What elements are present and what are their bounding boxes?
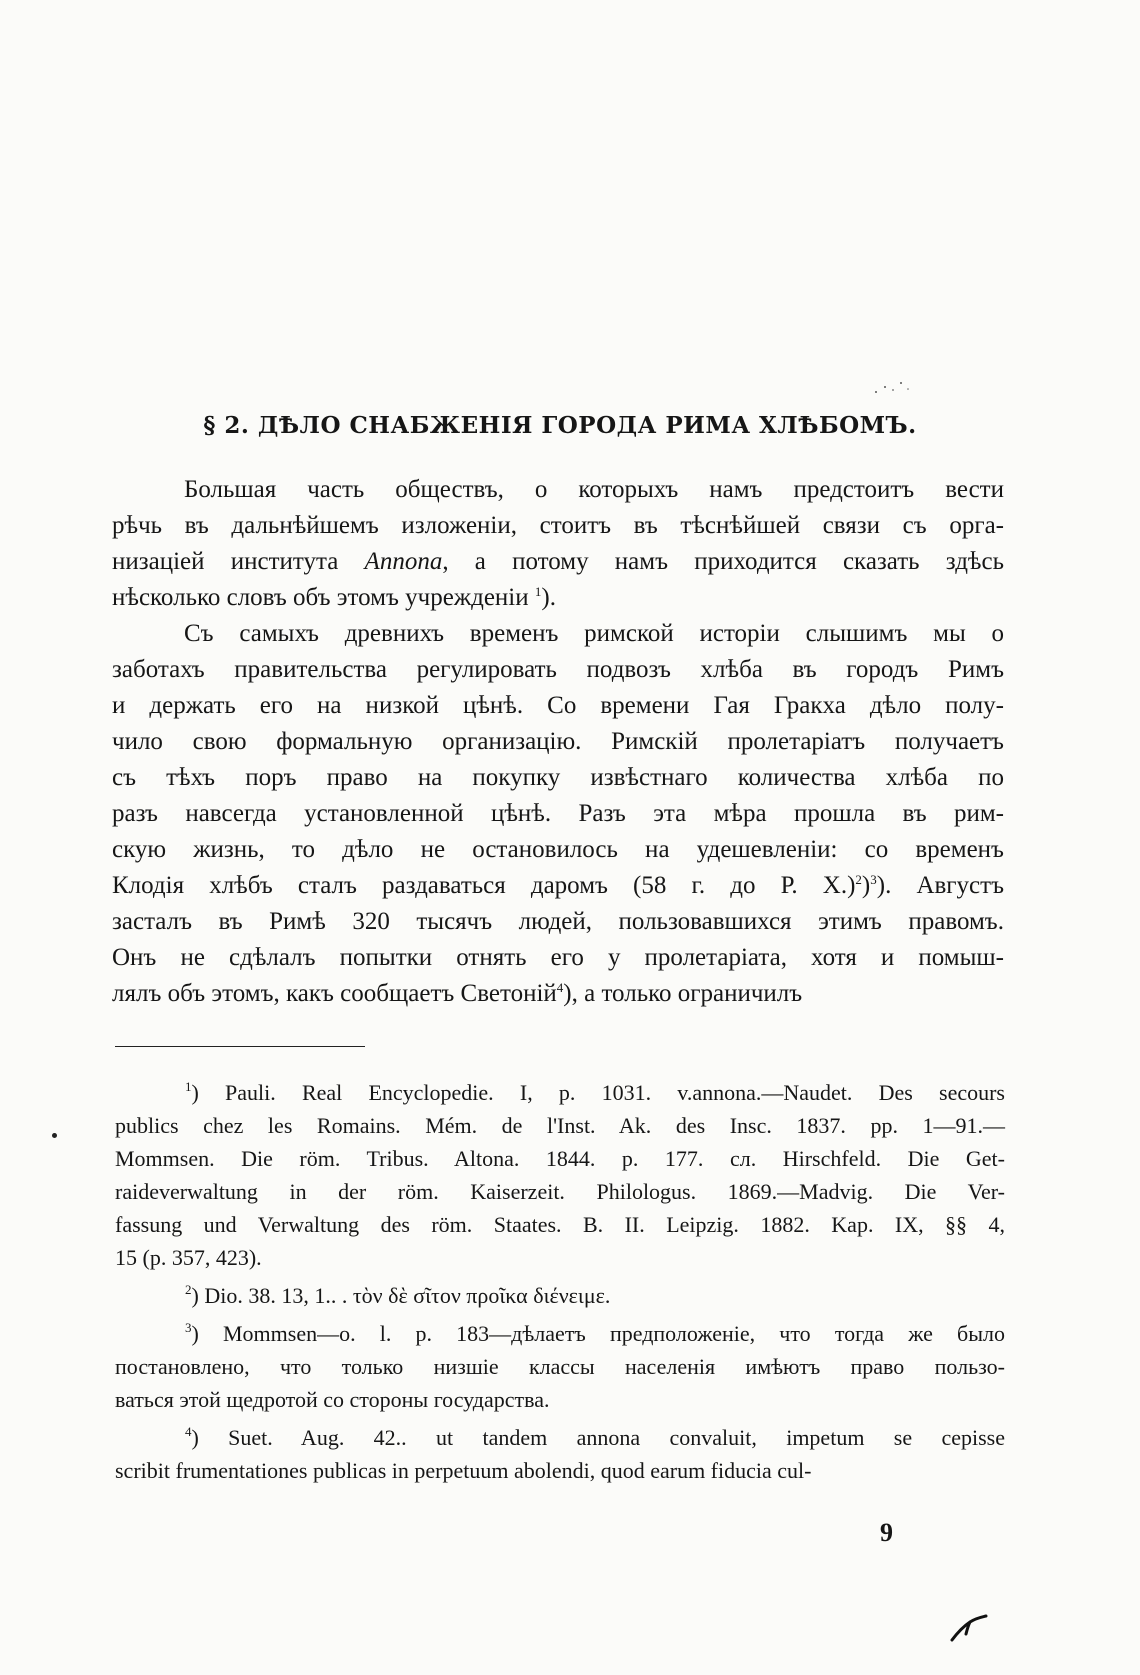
text-run: съ тѣхъ поръ право на покупку извѣстнаго количества хлѣба по bbox=[112, 764, 1004, 791]
text-run: Mommsen. Die röm. Tribus. Altona. 1844. p. 177. сл. Hirschfeld. Die Get- bbox=[115, 1146, 1005, 1171]
text-run: заботахъ правительства регулировать подвозъ хлѣба въ городъ Римъ bbox=[112, 656, 1004, 683]
body-line bbox=[112, 760, 1004, 796]
footnote-ref: 4 bbox=[556, 980, 564, 995]
body-line bbox=[112, 976, 1004, 1012]
margin-speckle-mark bbox=[872, 378, 912, 398]
footnote-line bbox=[115, 1142, 1005, 1175]
body-line bbox=[112, 832, 1004, 868]
text-run: ) bbox=[861, 872, 871, 899]
body-line bbox=[112, 796, 1004, 832]
text-run: лялъ объ этомъ, какъ сообщаетъ Светоній bbox=[112, 980, 557, 1007]
text-run: ) Dio. 38. 13, 1.. . τὸν δὲ σῖτον προῖκα διένειμε. bbox=[191, 1283, 611, 1308]
body-line bbox=[112, 616, 1004, 652]
page-number: 9 bbox=[880, 1518, 893, 1547]
footnote-line bbox=[115, 1076, 1005, 1109]
margin-speck-mark bbox=[52, 1133, 57, 1138]
text-run: 15 (p. 357, 423). bbox=[115, 1245, 262, 1270]
text-run: Большая часть обществъ, о которыхъ намъ предстоитъ вести bbox=[184, 476, 1004, 503]
ink-flourish-mark bbox=[948, 1612, 988, 1644]
text-run: и держать его на низкой цѣнѣ. Со времени Гая Гракха дѣло полу- bbox=[112, 692, 1004, 719]
text-run: ). Августъ bbox=[876, 872, 1005, 899]
footnote-line bbox=[115, 1421, 1005, 1454]
footnote-separator bbox=[115, 1046, 365, 1047]
body-line bbox=[112, 904, 1004, 940]
footnote-line bbox=[115, 1383, 1005, 1416]
body-line bbox=[112, 544, 1004, 580]
body-line bbox=[112, 652, 1004, 688]
text-run: publics chez les Romains. Mém. de l'Inst. Ak. des Insc. 1837. pp. 1—91.— bbox=[115, 1113, 1005, 1138]
body-line bbox=[112, 508, 1004, 544]
body-line bbox=[112, 688, 1004, 724]
text-run: чило свою формальную организацію. Римскій пролетаріатъ получаетъ bbox=[112, 728, 1004, 755]
text-run: ) Pauli. Real Encyclopedie. I, p. 1031. v.annona.—Naudet. Des secours bbox=[191, 1080, 1005, 1105]
section-number: § 2. bbox=[203, 412, 250, 439]
body-line bbox=[112, 472, 1004, 508]
footnote-line bbox=[115, 1454, 1005, 1487]
text-run: , а потому намъ приходится сказать здѣсь bbox=[442, 548, 1004, 575]
footnote-ref: 1 bbox=[185, 1079, 192, 1094]
text-run: fassung und Verwaltung des röm. Staates. B. II. Leipzig. 1882. Kap. IX, §§ 4, bbox=[115, 1212, 1005, 1237]
text-run: ). bbox=[541, 584, 556, 611]
body-line bbox=[112, 580, 1004, 616]
footnote-line bbox=[115, 1175, 1005, 1208]
text-run: raideverwaltung in der röm. Kaiserzeit. Philologus. 1869.—Madvig. Die Ver- bbox=[115, 1179, 1005, 1204]
text-run: Съ самыхъ древнихъ временъ римской исторіи слышимъ мы о bbox=[184, 620, 1004, 647]
text-run: ) Mommsen—o. l. p. 183—дѣлаетъ предположеніе, что тогда же было bbox=[191, 1321, 1005, 1346]
text-run: низаціей института bbox=[112, 548, 365, 575]
body-text bbox=[112, 472, 1004, 1012]
italic-term: Annona bbox=[364, 548, 443, 575]
footnote-ref: 2 bbox=[185, 1282, 192, 1297]
body-line bbox=[112, 940, 1004, 976]
footnote-ref: 2 bbox=[855, 872, 862, 887]
section-heading bbox=[120, 412, 1000, 439]
text-run: ваться этой щедротой со стороны государства. bbox=[115, 1387, 550, 1412]
footnote-line bbox=[115, 1317, 1005, 1350]
footnote-ref: 4 bbox=[185, 1424, 192, 1439]
section-title: ДѢЛО СНАБЖЕНІЯ ГОРОДА РИМА ХЛѢБОМЪ. bbox=[257, 412, 917, 439]
text-run: ), а только ограничилъ bbox=[563, 980, 803, 1007]
footnote-line bbox=[115, 1241, 1005, 1274]
text-run: нѣсколько словъ объ этомъ учрежденіи bbox=[112, 584, 535, 611]
footnote-line bbox=[115, 1208, 1005, 1241]
text-run: Клодія хлѣбъ сталъ раздаваться даромъ (58 г. до Р. Х.) bbox=[112, 872, 856, 899]
text-run: ) Suet. Aug. 42.. ut tandem annona convaluit, impetum se cepisse bbox=[191, 1425, 1005, 1450]
body-line bbox=[112, 724, 1004, 760]
text-run: scribit frumentationes publicas in perpetuum abolendi, quod earum fiducia cul- bbox=[115, 1458, 812, 1483]
footnote-line bbox=[115, 1350, 1005, 1383]
text-run: рѣчь въ дальнѣйшемъ изложеніи, стоитъ въ тѣснѣйшей связи съ орга- bbox=[112, 512, 1004, 539]
footnote-ref: 3 bbox=[870, 872, 877, 887]
text-run: скую жизнь, то дѣло не остановилось на удешевленіи: со временъ bbox=[112, 836, 1004, 863]
text-run: постановлено, что только низшіе классы населенія имѣютъ право пользо- bbox=[115, 1354, 1005, 1379]
footnote-ref: 1 bbox=[534, 584, 542, 599]
footnote-line bbox=[115, 1279, 1005, 1312]
body-line bbox=[112, 868, 1004, 904]
text-run: разъ навсегда установленной цѣнѣ. Разъ эта мѣра прошла въ рим- bbox=[112, 800, 1004, 827]
text-run: засталъ въ Римѣ 320 тысячъ людей, пользовавшихся этимъ правомъ. bbox=[112, 908, 1004, 935]
footnotes bbox=[115, 1076, 1005, 1487]
footnote-line bbox=[115, 1109, 1005, 1142]
footnote-ref: 3 bbox=[185, 1320, 192, 1335]
text-run: Онъ не сдѣлалъ попытки отнять его у пролетаріата, хотя и помыш- bbox=[112, 944, 1004, 971]
